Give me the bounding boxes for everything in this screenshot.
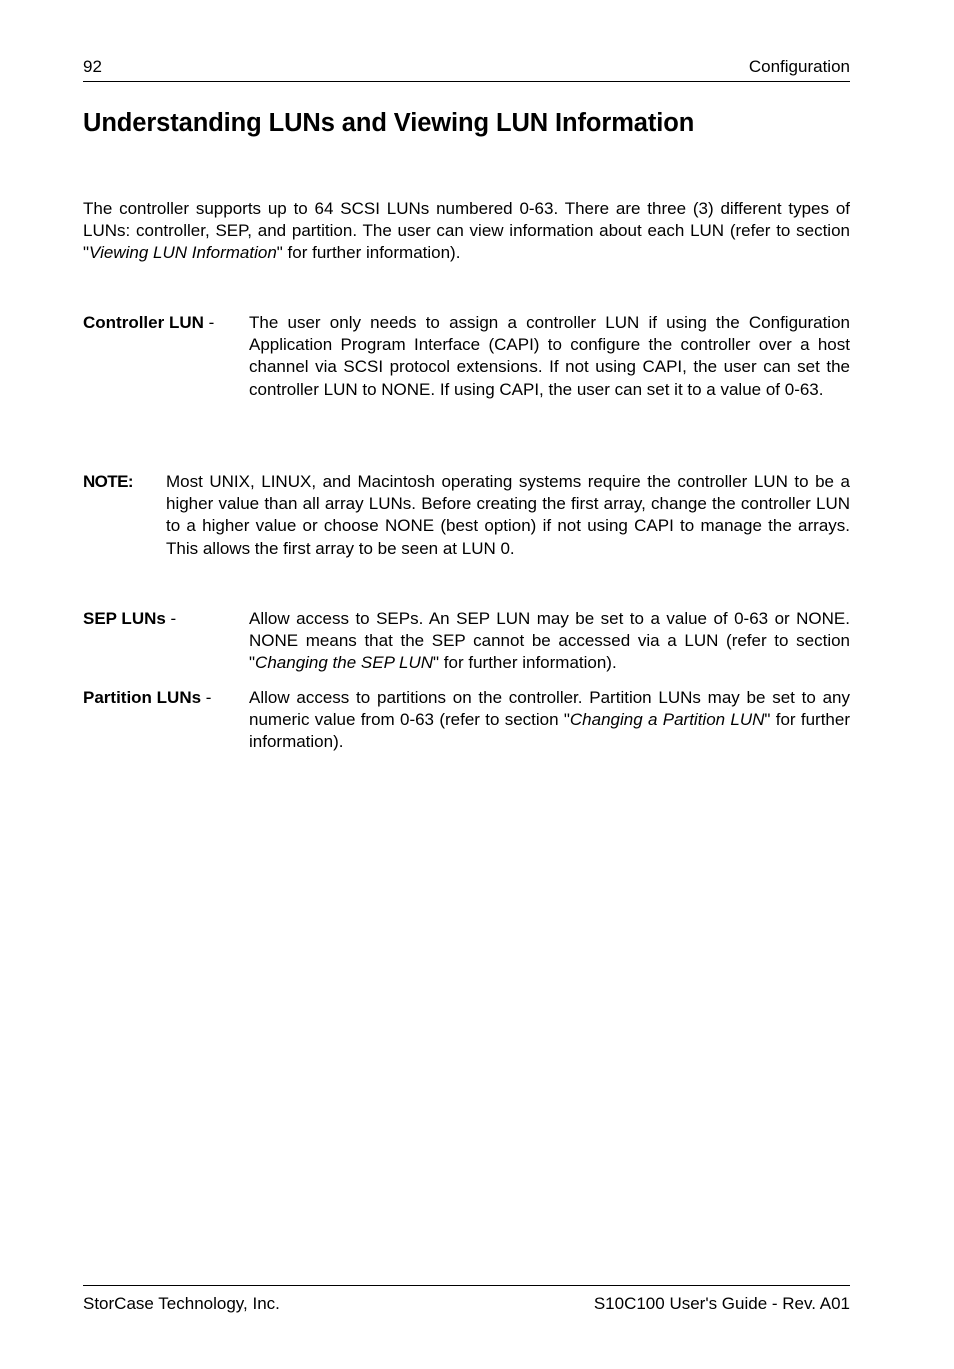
partition-luns-term: Partition LUNs - [83,688,212,707]
partition-luns-description: Allow access to partitions on the controller. Partition LUNs may be set to any numeric value from 0-63 (refer to section "Changing a Partition LUN" for further information). [249,688,851,752]
partition-luns-section-reference: Changing a Partition LUN [569,710,765,730]
intro-paragraph [83,198,850,265]
page-title: Understanding LUNs and Viewing LUN Information [83,109,695,137]
intro-text-end: " for further information). [276,243,461,263]
intro-section-reference: Viewing LUN Information [89,243,277,263]
controller-lun-term: Controller LUN - [83,313,215,332]
sep-luns-term: SEP LUNs - [83,609,177,628]
controller-lun-description: The user only needs to assign a controller LUN if using the Configuration Application Program Interface (CAPI) to configure the controller over a host channel via SCSI protocol extensions. If not using CAPI, the user can set the controller LUN to NONE. If using CAPI, the user can set it to a value of 0-63. [249,313,850,399]
footer-company: StorCase Technology, Inc. [83,1294,280,1313]
page-header [83,55,850,82]
intro-text-start: The controller supports up to 64 SCSI LUNs numbered 0-63. There are three (3) different types of LUNs: controller, SEP, and partition. The user can view information about each LUN (refer to section " [83,199,850,263]
sep-luns-description: Allow access to SEPs. An SEP LUN may be set to a value of 0-63 or NONE. NONE means that the SEP cannot be accessed via a LUN (refer to section "Changing the SEP LUN" for further information). [249,609,850,673]
page-footer [83,1285,850,1316]
section-name: Configuration [748,57,850,76]
sep-luns-section-reference: Changing the SEP LUN [255,653,434,673]
note-label: NOTE: [83,472,133,491]
note-text: Most UNIX, LINUX, and Macintosh operating systems require the controller LUN to be a higher value than all array LUNs. Before creating the first array, change the controller LUN to a higher value or choose NONE (best option) if not using CAPI to manage the arrays. This allows the first array to be seen at LUN 0. [166,472,850,558]
footer-guide-title: S10C100 User's Guide - Rev. A01 [593,1294,850,1313]
page-number: 92 [83,57,102,76]
